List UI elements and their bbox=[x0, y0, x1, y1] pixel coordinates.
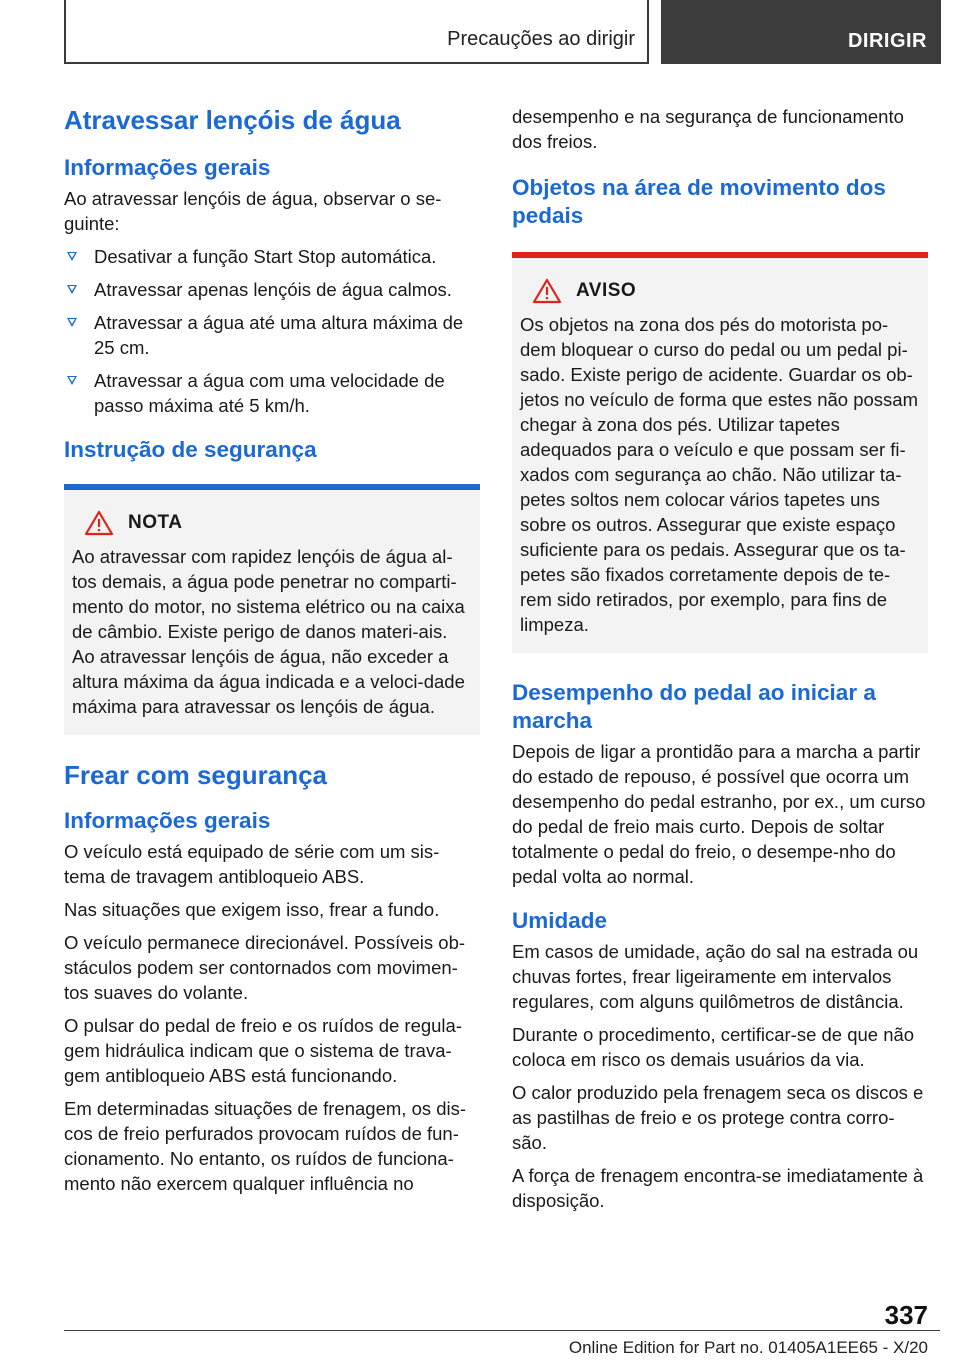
note-header bbox=[72, 510, 472, 536]
bullet-triangle-icon bbox=[67, 252, 77, 261]
bullet-triangle-icon bbox=[67, 285, 77, 294]
warning-header bbox=[520, 278, 920, 304]
footer-edition: Online Edition for Part no. 01405A1EE65 - X/20 bbox=[568, 1338, 928, 1357]
bullet-list bbox=[64, 244, 480, 418]
header-chapter-box bbox=[661, 0, 941, 64]
bullet-triangle-icon bbox=[67, 376, 77, 385]
list-item: Atravessar apenas lençóis de água calmos. bbox=[64, 277, 480, 302]
paragraph: Durante o procedimento, certificar-se de que não coloca em risco os demais usuários da via. bbox=[512, 1024, 915, 1070]
subheading-safety-instruction: Instrução de segurança bbox=[64, 437, 317, 462]
warning-triangle-icon bbox=[532, 278, 562, 304]
left-column bbox=[64, 100, 480, 1204]
paragraph: Em casos de umidade, ação do sal na estrada ou chuvas fortes, frear ligeiramente em intervalos regulares, com alguns quilômetros de distância. bbox=[512, 941, 919, 1012]
note-box bbox=[64, 484, 480, 735]
paragraph: Nas situações que exigem isso, frear a fundo. bbox=[64, 899, 440, 920]
header-chapter-title: DIRIGIR bbox=[847, 30, 927, 52]
header-section-box bbox=[64, 0, 649, 64]
paragraph: Ao atravessar lençóis de água, observar o se-guinte: bbox=[64, 188, 442, 234]
footer-divider bbox=[64, 1330, 940, 1331]
paragraph: Em determinadas situações de frenagem, os dis-cos de freio perfurados provocam ruídos de fun-cionamento. No entanto, os ruídos de funciona-mento não exercem qualquer influência no bbox=[64, 1098, 467, 1194]
warning-title: AVISO bbox=[576, 280, 637, 301]
note-title: NOTA bbox=[128, 512, 183, 533]
subheading-general-info-2: Informações gerais bbox=[64, 808, 271, 833]
paragraph: O veículo permanece direcionável. Possíveis ob-stáculos podem ser contornados com movimen-tos suaves do volante. bbox=[64, 932, 466, 1003]
paragraph-continued: desempenho e na segurança de funcionamento dos freios. bbox=[512, 106, 904, 152]
paragraph: O calor produzido pela frenagem seca os discos e as pastilhas de freio e os protege contra corro-são. bbox=[512, 1082, 924, 1153]
warning-triangle-icon bbox=[84, 510, 114, 536]
subheading-general-info-1: Informações gerais bbox=[64, 155, 271, 180]
list-item: Atravessar a água com uma velocidade de passo máxima até 5 km/h. bbox=[64, 368, 480, 418]
right-column bbox=[512, 100, 928, 1221]
paragraph: O veículo está equipado de série com um sis-tema de travagem antibloqueio ABS. bbox=[64, 841, 440, 887]
subheading-humidity: Umidade bbox=[512, 908, 608, 933]
page-number: 337 bbox=[884, 1300, 928, 1330]
paragraph: O pulsar do pedal de freio e os ruídos de regula-gem hidráulica indicam que o sistema de trava-gem antibloqueio ABS está funcionando. bbox=[64, 1015, 462, 1086]
list-item: Atravessar a água até uma altura máxima de 25 cm. bbox=[64, 310, 480, 360]
section-title-braking: Frear com segurança bbox=[64, 760, 328, 790]
paragraph: Depois de ligar a prontidão para a marcha a partir do estado de repouso, é possível que ocorra um desempenho do pedal estranho, por ex., um curso do pedal de freio mais curto. Depois de soltar totalmente o pedal do freio, o desempe-nho do pedal volta ao normal. bbox=[512, 741, 926, 887]
list-item: Desativar a função Start Stop automática. bbox=[64, 244, 480, 269]
warning-box bbox=[512, 252, 928, 653]
paragraph: A força de frenagem encontra-se imediatamente à disposição. bbox=[512, 1165, 924, 1211]
section-title-water: Atravessar lençóis de água bbox=[64, 105, 401, 135]
subheading-pedal-behaviour: Desempenho do pedal ao iniciar a marcha bbox=[512, 680, 876, 733]
subheading-pedal-objects: Objetos na área de movimento dos pedais bbox=[512, 175, 886, 228]
bullet-triangle-icon bbox=[67, 318, 77, 327]
note-text: Ao atravessar com rapidez lençóis de água al-tos demais, a água pode penetrar no comparti-mento do motor, no sistema elétrico ou na caixa de câmbio. Existe perigo de danos materi-ais. Ao atravessar lençóis de água, não exceder a altura máxima da água indicada e a veloci-dade máxima para atravessar os lençóis de água. bbox=[72, 546, 465, 717]
header-section-title: Precauções ao dirigir bbox=[447, 28, 635, 50]
warning-text: Os objetos na zona dos pés do motorista po-dem bloquear o curso do pedal ou um pedal pi-sado. Existe perigo de acidente. Guardar os ob-jetos no veículo de forma que estes não possam chegar à zona dos pés. Utilizar tapetes adequados para o veículo e que possam ser fi-xados com segurança ao chão. Não utilizar ta-petes soltos nem colocar vários tapetes uns sobre os outros. Assegurar que existe espaço suficiente para os pedais. Assegurar que os ta-petes são fixados corretamente depois de te-rem sido retirados, por exemplo, para fins de limpeza. bbox=[520, 314, 918, 635]
